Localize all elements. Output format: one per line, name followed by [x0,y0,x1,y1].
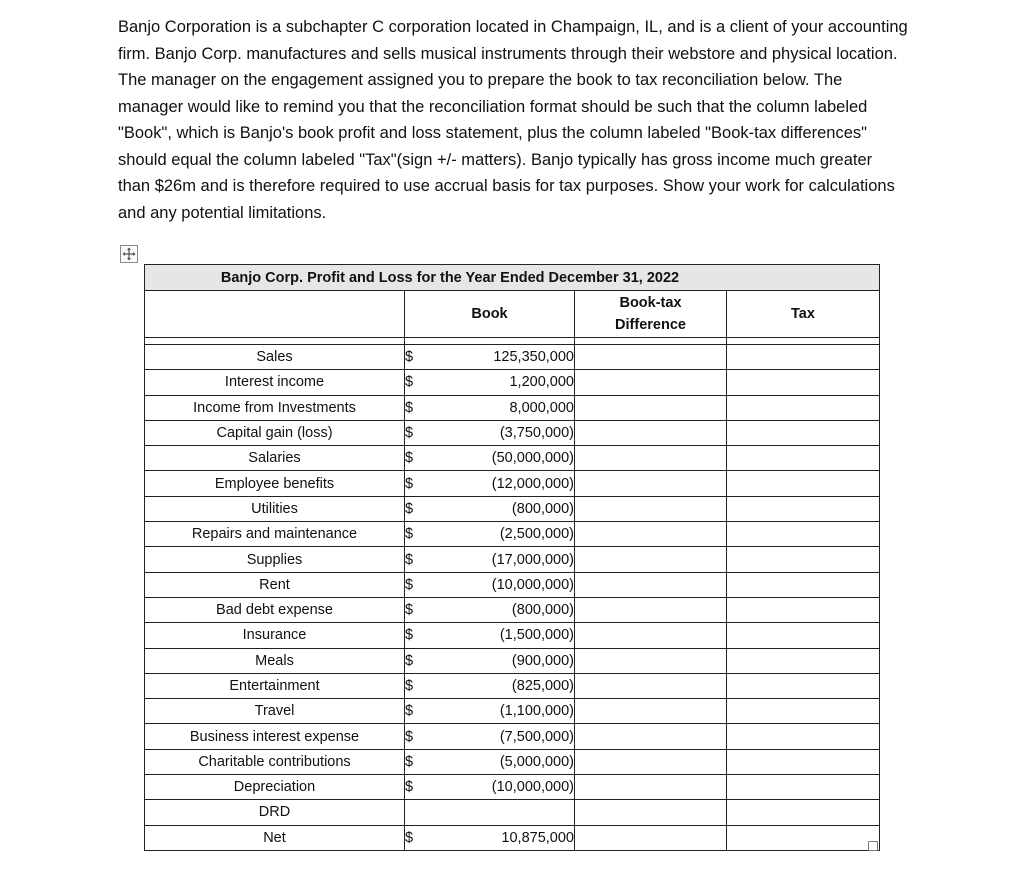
tax-cell[interactable] [727,775,880,800]
line-item-row [145,775,880,800]
tax-cell[interactable] [727,749,880,774]
book-amount[interactable]: (1,100,000) [441,699,575,724]
book-tax-difference-cell[interactable] [575,673,727,698]
book-tax-difference-cell[interactable] [575,370,727,395]
currency-symbol[interactable]: $ [405,345,441,370]
book-tax-difference-cell[interactable] [575,496,727,521]
tax-cell[interactable] [727,800,880,825]
spacer-row [145,338,880,345]
profit-loss-table [144,264,880,851]
currency-symbol[interactable]: $ [405,699,441,724]
row-label[interactable]: Net [145,825,405,850]
tax-cell[interactable] [727,623,880,648]
book-tax-difference-cell[interactable] [575,471,727,496]
currency-symbol[interactable]: $ [405,547,441,572]
tax-cell[interactable] [727,471,880,496]
book-tax-difference-cell[interactable] [575,572,727,597]
tax-cell[interactable] [727,825,880,850]
currency-symbol[interactable]: $ [405,623,441,648]
tax-cell[interactable] [727,496,880,521]
tax-cell[interactable] [727,420,880,445]
line-item-row [145,420,880,445]
tax-cell[interactable] [727,597,880,622]
book-amount[interactable]: (17,000,000) [441,547,575,572]
book-tax-difference-cell[interactable] [575,749,727,774]
currency-symbol[interactable]: $ [405,471,441,496]
line-item-row [145,699,880,724]
line-item-row [145,572,880,597]
book-amount[interactable]: (10,000,000) [441,775,575,800]
move-arrows-icon [122,247,136,261]
tax-cell[interactable] [727,699,880,724]
currency-symbol[interactable] [405,800,441,825]
line-item-row [145,623,880,648]
row-label[interactable]: Repairs and maintenance [145,522,405,547]
book-amount[interactable]: (1,500,000) [441,623,575,648]
line-item-row [145,597,880,622]
book-tax-difference-cell[interactable] [575,825,727,850]
drd-row [145,800,880,825]
book-tax-difference-cell[interactable] [575,724,727,749]
row-label[interactable]: Interest income [145,370,405,395]
book-amount[interactable] [441,800,575,825]
row-label[interactable]: Bad debt expense [145,597,405,622]
book-amount[interactable]: (800,000) [441,597,575,622]
book-tax-difference-cell[interactable] [575,420,727,445]
book-amount[interactable]: (2,500,000) [441,522,575,547]
line-item-row [145,446,880,471]
row-label[interactable]: Rent [145,572,405,597]
net-row [145,825,880,850]
row-label[interactable]: Employee benefits [145,471,405,496]
row-label[interactable]: Charitable contributions [145,749,405,774]
table-title: Banjo Corp. Profit and Loss for the Year Ended December 31, 2022 [145,265,880,291]
book-tax-difference-cell[interactable] [575,547,727,572]
currency-symbol[interactable]: $ [405,749,441,774]
book-amount[interactable]: (5,000,000) [441,749,575,774]
currency-symbol[interactable]: $ [405,522,441,547]
book-tax-difference-cell[interactable] [575,648,727,673]
tax-cell[interactable] [727,572,880,597]
line-item-row [145,395,880,420]
tax-cell[interactable] [727,522,880,547]
row-label[interactable]: Sales [145,345,405,370]
line-item-row [145,471,880,496]
book-amount[interactable]: (800,000) [441,496,575,521]
currency-symbol[interactable]: $ [405,370,441,395]
header-book-tax-difference: Book-tax Difference [575,291,727,338]
line-item-row [145,370,880,395]
table-title-row [145,265,880,291]
instructions-paragraph: Banjo Corporation is a subchapter C corporation located in Champaign, IL, and is a client of your accounting firm. Banjo Corp. manufactures and sells musical instruments through their webstore and physical location. The manager on the engagement assigned you to prepare the book to tax reconciliation below. The manager would like to remind you that the reconciliation format should be such that the column labeled "Book", which is Banjo's book profit and loss statement, plus the column labeled "Book-tax differences" should equal the column labeled "Tax"(sign +/- matters). Banjo typically has gross income much greater than $26m and is therefore required to use accrual basis for tax purposes. Show your work for calculations and any potential limitations. [118,18,908,222]
book-tax-difference-cell[interactable] [575,775,727,800]
book-amount[interactable]: (825,000) [441,673,575,698]
row-label[interactable]: DRD [145,800,405,825]
row-label[interactable]: Business interest expense [145,724,405,749]
line-item-row [145,673,880,698]
book-amount[interactable]: (3,750,000) [441,420,575,445]
tax-cell[interactable] [727,370,880,395]
header-book: Book [405,291,575,338]
book-tax-difference-cell[interactable] [575,597,727,622]
currency-symbol[interactable]: $ [405,825,441,850]
book-tax-difference-cell[interactable] [575,395,727,420]
book-amount[interactable]: (12,000,000) [441,471,575,496]
header-row [145,291,880,338]
table-move-handle[interactable] [120,245,138,263]
line-item-row [145,648,880,673]
book-tax-difference-cell[interactable] [575,446,727,471]
book-amount[interactable]: 125,350,000 [441,345,575,370]
currency-symbol[interactable]: $ [405,724,441,749]
currency-symbol[interactable]: $ [405,648,441,673]
line-item-row [145,522,880,547]
row-label[interactable]: Utilities [145,496,405,521]
currency-symbol[interactable]: $ [405,597,441,622]
tax-cell[interactable] [727,446,880,471]
book-tax-difference-cell[interactable] [575,345,727,370]
currency-symbol[interactable]: $ [405,775,441,800]
book-amount[interactable]: (50,000,000) [441,446,575,471]
book-tax-difference-cell[interactable] [575,522,727,547]
book-amount[interactable]: 1,200,000 [441,370,575,395]
row-label[interactable]: Depreciation [145,775,405,800]
currency-symbol[interactable]: $ [405,673,441,698]
book-amount[interactable]: 10,875,000 [441,825,575,850]
currency-symbol[interactable]: $ [405,572,441,597]
currency-symbol[interactable]: $ [405,420,441,445]
line-item-row [145,496,880,521]
book-tax-difference-cell[interactable] [575,623,727,648]
book-tax-difference-cell[interactable] [575,699,727,724]
book-amount[interactable]: 8,000,000 [441,395,575,420]
tax-cell[interactable] [727,648,880,673]
row-label[interactable]: Meals [145,648,405,673]
currency-symbol[interactable]: $ [405,496,441,521]
currency-symbol[interactable]: $ [405,395,441,420]
tax-cell[interactable] [727,673,880,698]
tax-cell[interactable] [727,724,880,749]
row-label[interactable]: Salaries [145,446,405,471]
header-tax: Tax [727,291,880,338]
header-label-cell [145,291,405,338]
book-amount[interactable]: (900,000) [441,648,575,673]
table-resize-handle[interactable] [868,841,878,851]
line-item-row [145,724,880,749]
row-label[interactable]: Entertainment [145,673,405,698]
row-label[interactable]: Supplies [145,547,405,572]
row-label[interactable]: Insurance [145,623,405,648]
line-item-row [145,345,880,370]
currency-symbol[interactable]: $ [405,446,441,471]
row-label[interactable]: Travel [145,699,405,724]
line-item-row [145,547,880,572]
tax-cell[interactable] [727,395,880,420]
tax-cell[interactable] [727,345,880,370]
line-item-row [145,749,880,774]
book-tax-difference-cell[interactable] [575,800,727,825]
row-label[interactable]: Capital gain (loss) [145,420,405,445]
tax-cell[interactable] [727,547,880,572]
row-label[interactable]: Income from Investments [145,395,405,420]
book-amount[interactable]: (10,000,000) [441,572,575,597]
book-amount[interactable]: (7,500,000) [441,724,575,749]
